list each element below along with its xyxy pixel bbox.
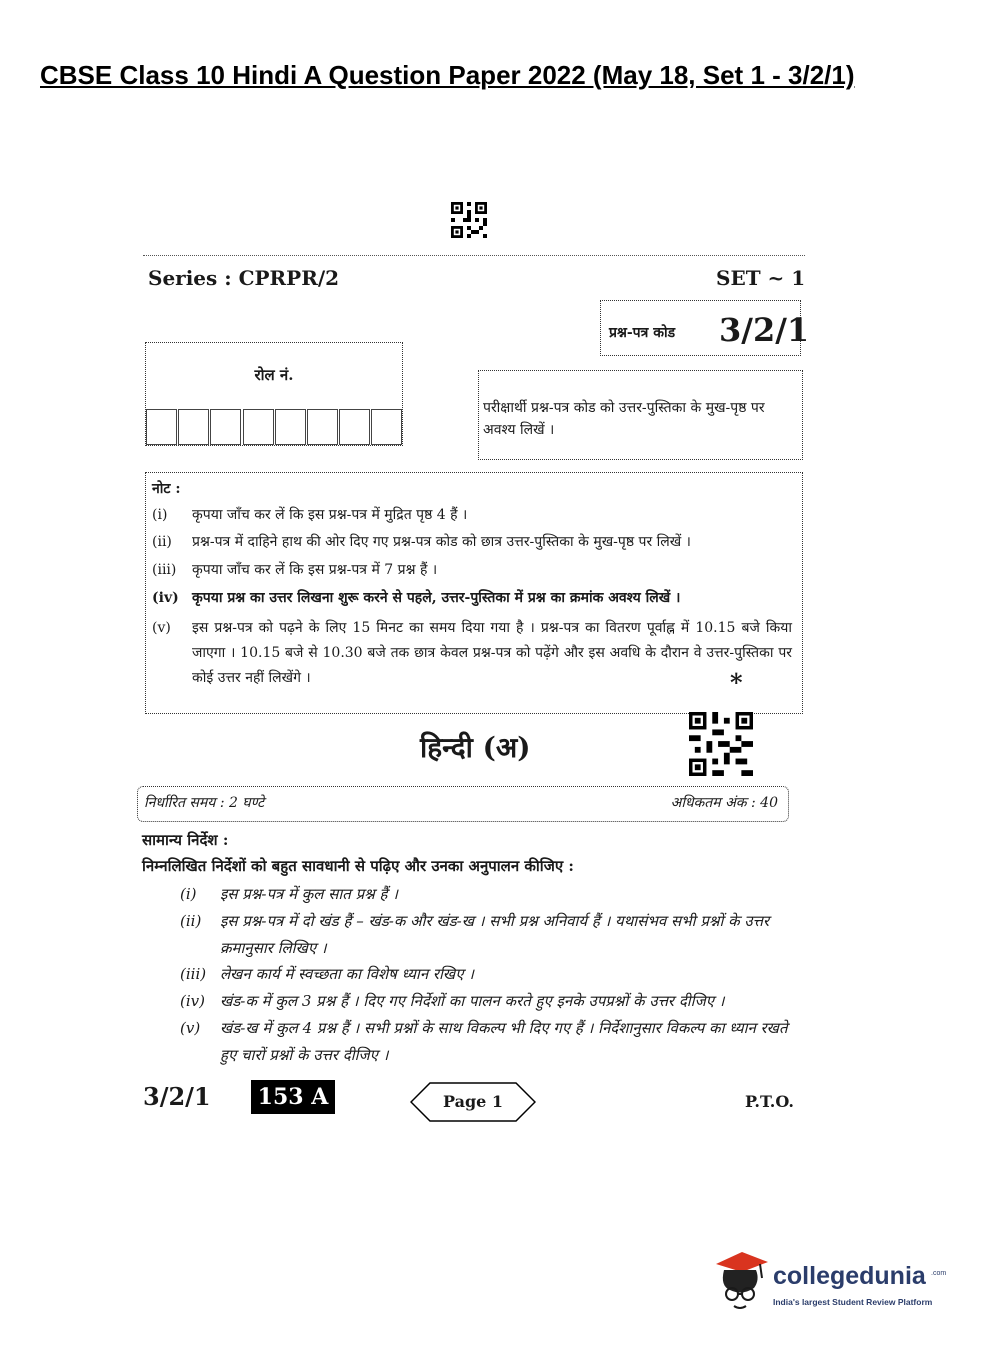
note-item-number: (i) [152, 507, 168, 523]
note-item-number: (v) [152, 620, 171, 636]
roll-cell [371, 409, 402, 445]
time-marks-bar [137, 786, 789, 822]
instruction-number: (v) [180, 1019, 201, 1037]
note-box [145, 472, 803, 714]
note-item-number: (ii) [152, 534, 172, 550]
general-instructions-subheading: निम्नलिखित निर्देशों को बहुत सावधानी से पढ़िए और उनका अनुपालन कीजिए : [142, 857, 574, 875]
candidate-instruction-box: परीक्षार्थी प्रश्न-पत्र कोड को उत्तर-पुस्तिका के मुख-पृष्ठ पर अवश्य लिखें । [478, 370, 803, 460]
roll-cell [178, 409, 209, 445]
code-value: 3/2/1 [719, 311, 810, 349]
page-banner-title: CBSE Class 10 Hindi A Question Paper 2022 (May 18, Set 1 - 3/2/1) [40, 60, 855, 90]
instruction-number: (iii) [180, 965, 207, 983]
note-item-text: कृपया प्रश्न का उत्तर लिखना शुरू करने से पहले, उत्तर-पुस्तिका में प्रश्न का क्रमांक अवश्य लिखें । [192, 590, 681, 606]
note-title: नोट : [152, 481, 181, 497]
subject-title: हिन्दी (अ) [420, 731, 531, 764]
instruction-text: लेखन कार्य में स्वच्छता का विशेष ध्यान रखिए । [220, 965, 474, 983]
pto-label: P.T.O. [745, 1092, 794, 1111]
instruction-number: (i) [180, 885, 197, 903]
roll-cell [146, 409, 177, 445]
roll-cell [210, 409, 241, 445]
star-mark: * [730, 668, 743, 697]
set-label: SET ~ 1 [716, 266, 806, 290]
note-item [152, 558, 792, 583]
header-divider [143, 255, 805, 256]
roll-label: रोल नं. [254, 366, 294, 384]
instruction-item [180, 988, 792, 1015]
instruction-number: (ii) [180, 912, 202, 930]
qr-code-icon [688, 712, 754, 776]
note-item-text: कृपया जाँच कर लें कि इस प्रश्न-पत्र में मुद्रित पृष्ठ 4 हैं । [192, 507, 468, 523]
maximum-marks: अधिकतम अंक : 40 [670, 795, 778, 811]
code-label: प्रश्न-पत्र कोड [609, 325, 676, 341]
question-paper-code-box [600, 300, 810, 356]
roll-cell [275, 409, 306, 445]
footer-paper-code: 3/2/1 [143, 1082, 211, 1111]
mascot-icon [712, 1250, 770, 1314]
instruction-item [180, 908, 792, 962]
instruction-number: (iv) [180, 992, 205, 1010]
series-label: Series : CPRPR/2 [148, 266, 340, 290]
logo-tagline: India's largest Student Review Platform [773, 1297, 933, 1307]
roll-cell [307, 409, 338, 445]
note-item [152, 586, 792, 611]
instruction-item [180, 1015, 792, 1069]
time-allowed: निर्धारित समय : 2 घण्टे [144, 795, 265, 811]
note-item [152, 616, 792, 691]
footer-badge: 153 A [251, 1080, 335, 1114]
general-instructions-heading: सामान्य निर्देश : [142, 831, 229, 849]
instruction-text: खंड-ख में कुल 4 प्रश्न हैं । सभी प्रश्नों के साथ विकल्प भी दिए गए हैं । निर्देशानुसार विकल्प का ध्यान रखते हुए चारों प्रश्नों के उत्तर दीजिए । [220, 1019, 788, 1064]
instruction-text: खंड-क में कुल 3 प्रश्न हैं । दिए गए निर्देशों का पालन करते हुए इनके उपप्रश्नों के उत्तर दीजिए । [220, 992, 725, 1010]
instruction-text: इस प्रश्न-पत्र में दो खंड हैं – खंड-क और खंड-ख । सभी प्रश्न अनिवार्य हैं । यथासंभव सभी प्रश्नों के उत्तर क्रमानुसार लिखिए । [220, 912, 770, 957]
note-item-number: (iv) [152, 590, 179, 606]
logo-wordmark: collegedunia [773, 1262, 926, 1290]
roll-number-box [145, 342, 403, 446]
instruction-text: इस प्रश्न-पत्र में कुल सात प्रश्न हैं । [220, 885, 398, 903]
note-item-text: इस प्रश्न-पत्र को पढ़ने के लिए 15 मिनट का समय दिया गया है । प्रश्न-पत्र का वितरण पूर्वाह्न में 10.15 बजे किया जाएगा । 10.15 बजे से 10.30 बजे तक छात्र केवल प्रश्न-पत्र को पढ़ेंगे और इस अवधि के दौरान वे उत्तर-पुस्तिका पर कोई उत्तर नहीं लिखेंगे । [192, 620, 792, 686]
note-item-text: प्रश्न-पत्र में दाहिने हाथ की ओर दिए गए प्रश्न-पत्र कोड को छात्र उत्तर-पुस्तिका के मुख-पृष्ठ पर लिखें । [192, 534, 691, 550]
qr-code-icon [451, 202, 487, 238]
page-number: Page 1 [442, 1092, 504, 1111]
roll-cell [339, 409, 370, 445]
instruction-item [180, 881, 792, 908]
note-item-number: (iii) [152, 562, 177, 578]
roll-number-cells [146, 409, 404, 445]
note-item-text: कृपया जाँच कर लें कि इस प्रश्न-पत्र में 7 प्रश्न हैं । [192, 562, 438, 578]
roll-cell [243, 409, 274, 445]
instruction-item [180, 961, 792, 988]
logo-dotcom: .com [931, 1270, 947, 1277]
note-item [152, 530, 792, 555]
note-item [152, 503, 792, 528]
